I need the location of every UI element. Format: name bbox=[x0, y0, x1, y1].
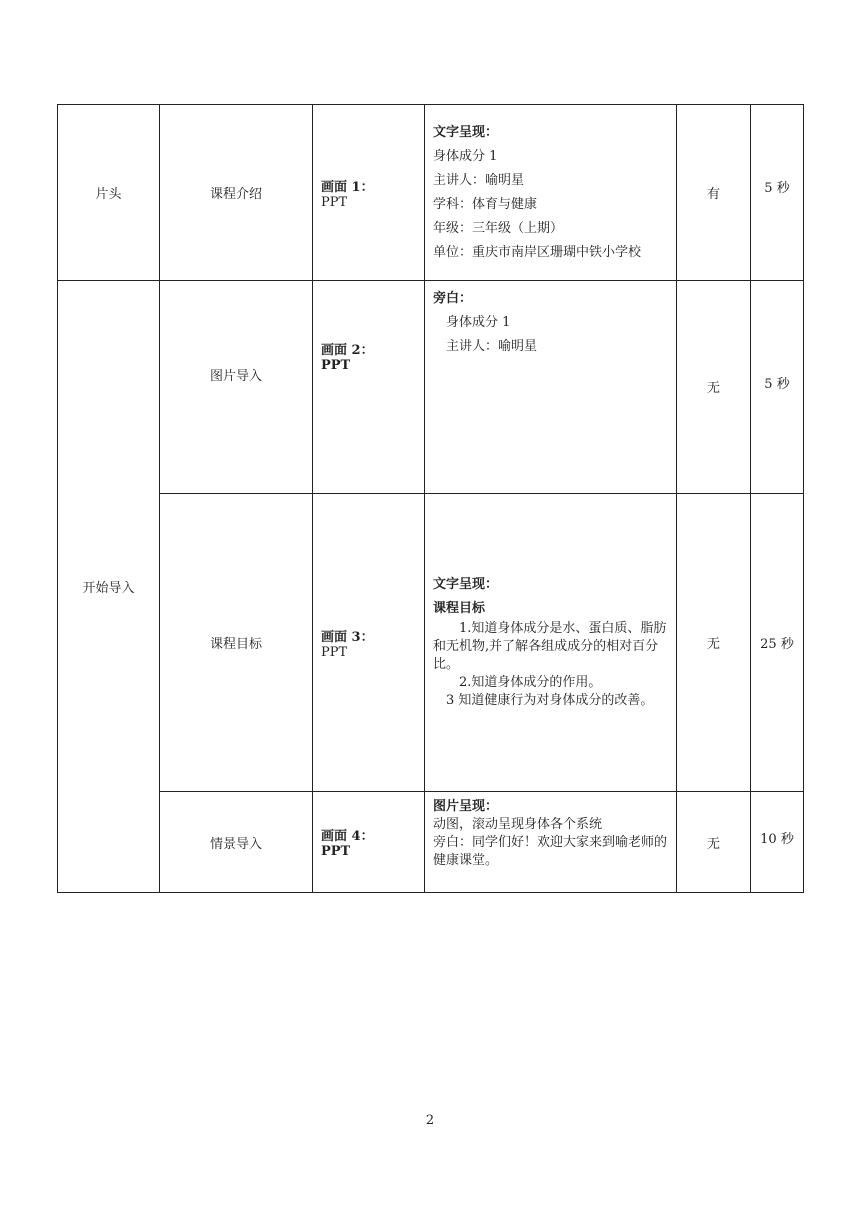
step-label: 课程介绍 bbox=[209, 187, 262, 202]
screen-cell bbox=[313, 792, 425, 893]
audio-cell bbox=[677, 494, 751, 792]
step-cell bbox=[160, 792, 313, 893]
page-number: 2 bbox=[425, 1113, 435, 1128]
duration-cell bbox=[751, 494, 804, 792]
screen-cell bbox=[313, 281, 425, 494]
duration-value: 25 秒 bbox=[760, 637, 794, 652]
screen-type: PPT bbox=[321, 644, 348, 660]
content-line: 单位：重庆市南岸区珊瑚中铁小学校 bbox=[433, 244, 642, 260]
content-heading: 图片呈现： bbox=[433, 799, 499, 814]
content-line: 旁白：同学们好！欢迎大家来到喻老师的健康课堂。 bbox=[433, 835, 668, 868]
content-cell bbox=[425, 494, 677, 792]
content-line: 学科：体育与健康 bbox=[433, 196, 538, 212]
table-row bbox=[58, 281, 804, 494]
segment-label: 片头 bbox=[95, 187, 122, 202]
audio-cell bbox=[677, 105, 751, 281]
screen-title: 画面 1： bbox=[321, 179, 374, 195]
audio-cell bbox=[677, 792, 751, 893]
content-line: 2.知道身体成分的作用。 bbox=[459, 674, 602, 690]
content-heading: 文字呈现： bbox=[433, 576, 499, 592]
duration-cell bbox=[751, 792, 804, 893]
content-line: 动图，滚动呈现身体各个系统 bbox=[433, 817, 603, 832]
content-line: 1.知道身体成分是水、蛋白质、脂肪和无机物,并了解各组成成分的相对百分比。 bbox=[433, 620, 667, 672]
content-line: 年级：三年级（上期） bbox=[433, 220, 564, 236]
content-heading: 文字呈现： bbox=[433, 124, 499, 140]
table-row bbox=[58, 105, 804, 281]
content-line: 身体成分 1 bbox=[433, 148, 498, 164]
content-cell bbox=[425, 105, 677, 281]
segment-label: 开始导入 bbox=[82, 581, 135, 596]
content-line: 身体成分 1 bbox=[446, 315, 511, 330]
content-cell bbox=[425, 792, 677, 893]
screen-title: 画面 3： bbox=[321, 629, 374, 645]
audio-cell bbox=[677, 281, 751, 494]
audio-value: 无 bbox=[706, 381, 720, 396]
screen-type: PPT bbox=[321, 844, 351, 859]
step-label: 课程目标 bbox=[209, 637, 262, 652]
script-table bbox=[57, 104, 804, 893]
content-line: 3 知道健康行为对身体成分的改善。 bbox=[446, 692, 654, 708]
duration-cell bbox=[751, 105, 804, 281]
segment-cell bbox=[58, 105, 160, 281]
step-cell bbox=[160, 494, 313, 792]
duration-value: 5 秒 bbox=[764, 377, 790, 392]
step-label: 情景导入 bbox=[209, 836, 262, 852]
table-row bbox=[58, 494, 804, 792]
screen-type: PPT bbox=[321, 358, 351, 373]
duration-value: 5 秒 bbox=[764, 181, 790, 196]
content-cell bbox=[425, 281, 677, 494]
step-label: 图片导入 bbox=[209, 369, 262, 384]
table-row bbox=[58, 792, 804, 893]
audio-value: 有 bbox=[706, 187, 720, 202]
content-subheading: 课程目标 bbox=[433, 600, 486, 616]
audio-value: 无 bbox=[706, 836, 720, 852]
duration-cell bbox=[751, 281, 804, 494]
audio-value: 无 bbox=[706, 637, 720, 652]
screen-cell bbox=[313, 494, 425, 792]
screen-type: PPT bbox=[321, 194, 348, 210]
segment-cell bbox=[58, 281, 160, 893]
screen-cell bbox=[313, 105, 425, 281]
screen-title: 画面 2： bbox=[321, 343, 374, 358]
step-cell bbox=[160, 105, 313, 281]
content-line: 主讲人：喻明星 bbox=[446, 339, 538, 354]
duration-value: 10 秒 bbox=[760, 832, 794, 847]
content-line: 主讲人：喻明星 bbox=[433, 172, 525, 188]
content-heading: 旁白： bbox=[433, 291, 473, 306]
step-cell bbox=[160, 281, 313, 494]
screen-title: 画面 4： bbox=[321, 829, 374, 844]
